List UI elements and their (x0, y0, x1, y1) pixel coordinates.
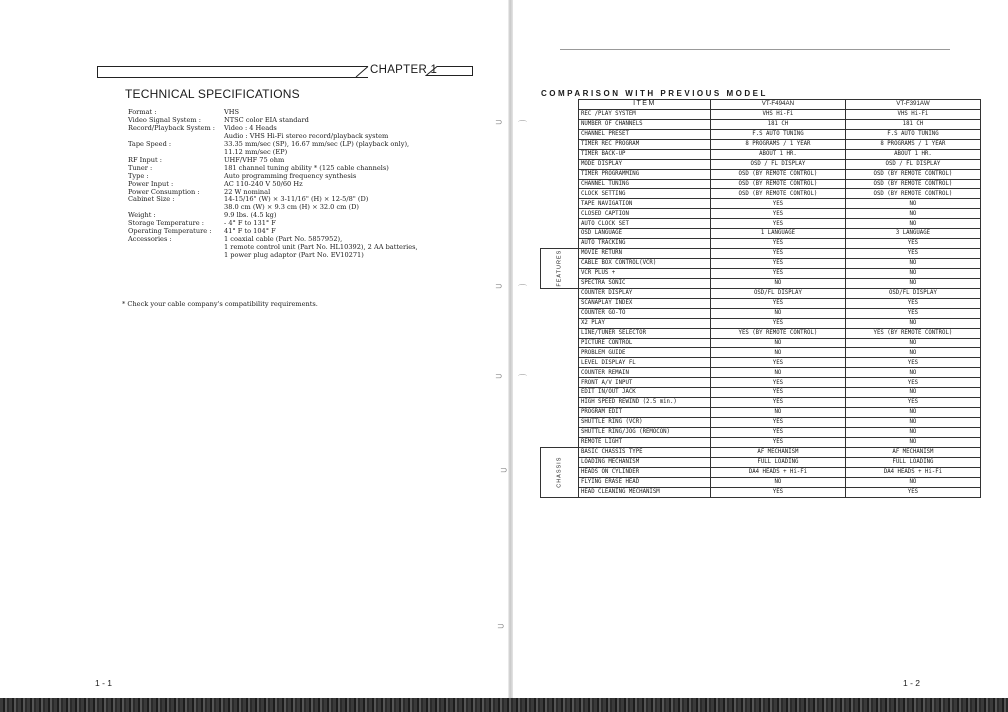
side-blank-cell (541, 348, 579, 358)
comparison-model-a-cell: NO (710, 408, 845, 418)
spec-label: Video Signal System : (128, 115, 201, 124)
binder-hole-mark: ⊃ (495, 372, 503, 382)
comparison-row (541, 239, 981, 249)
side-blank-cell (541, 308, 579, 318)
side-blank-cell (541, 368, 579, 378)
comparison-model-b-cell: YES (845, 298, 980, 308)
comparison-row (541, 368, 981, 378)
comparison-row (541, 219, 981, 229)
comparison-row (541, 159, 981, 169)
spec-label: Weight : (128, 211, 156, 220)
comparison-row (541, 139, 981, 149)
specs-list (128, 109, 488, 260)
comparison-model-a-cell: YES (710, 378, 845, 388)
comparison-row (541, 348, 981, 358)
comparison-item-cell: SPECTRA SONIC (578, 278, 710, 288)
comparison-item-cell: FRONT A/V INPUT (578, 378, 710, 388)
comparison-model-b-cell: NO (845, 278, 980, 288)
comparison-model-b-cell: ABOUT 1 HR. (845, 149, 980, 159)
comparison-item-cell: HIGH SPEED REWIND (2.5 min.) (578, 398, 710, 408)
spec-value: AC 110-240 V 50/60 Hz (224, 179, 303, 188)
spec-value: 33.35 mm/sec (SP), 16.67 mm/sec (LP) (playback only), (224, 139, 410, 148)
side-blank-cell (541, 179, 579, 189)
comparison-model-b-cell: YES (BY REMOTE CONTROL) (845, 328, 980, 338)
comparison-item-cell: LINE/TUNER SELECTOR (578, 328, 710, 338)
spec-label: Cabinet Size : (128, 195, 175, 204)
comparison-model-a-cell: NO (710, 308, 845, 318)
spec-row (128, 141, 488, 157)
spec-value: Audio : VHS Hi-Fi stereo record/playback system (224, 131, 389, 140)
comparison-item-cell: REMOTE LIGHT (578, 437, 710, 447)
comparison-model-b-cell: 181 CH (845, 119, 980, 129)
spec-row (128, 125, 488, 141)
comparison-item-cell: SHUTTLE RING (VCR) (578, 418, 710, 428)
comparison-row (541, 179, 981, 189)
comparison-row (541, 398, 981, 408)
comparison-item-cell: X2 PLAY (578, 318, 710, 328)
side-blank-cell (541, 129, 579, 139)
comparison-header-row (541, 100, 981, 110)
comparison-item-cell: CLOCK SETTING (578, 189, 710, 199)
binding-spine (508, 0, 513, 712)
comparison-row (541, 318, 981, 328)
top-scan-rule (560, 49, 950, 50)
comparison-model-a-cell: NO (710, 348, 845, 358)
comparison-row (541, 268, 981, 278)
comparison-model-b-cell: NO (845, 427, 980, 437)
comparison-model-b-cell: NO (845, 268, 980, 278)
comparison-row (541, 378, 981, 388)
page-number-left: 1 - 1 (95, 678, 113, 688)
side-blank-cell (541, 169, 579, 179)
comparison-model-a-cell: 8 PROGRAMS / 1 YEAR (710, 139, 845, 149)
comparison-item-cell: HEADS ON CYLINDER (578, 467, 710, 477)
comparison-model-a-cell: YES (710, 259, 845, 269)
spec-values (224, 125, 488, 141)
comparison-row (541, 308, 981, 318)
comparison-model-b-cell: NO (845, 219, 980, 229)
side-label-features-text: FEATURES (556, 249, 563, 287)
comparison-model-b-cell: YES (845, 378, 980, 388)
comparison-row (541, 298, 981, 308)
comparison-model-a-cell: YES (710, 298, 845, 308)
comparison-model-a-cell: OSD (BY REMOTE CONTROL) (710, 169, 845, 179)
side-blank-cell (541, 159, 579, 169)
spec-label: Accessories : (128, 235, 172, 244)
comparison-model-b-cell: NO (845, 209, 980, 219)
spec-value: 41° F to 104° F (224, 227, 276, 236)
comparison-item-cell: TIMER PROGRAMMING (578, 169, 710, 179)
comparison-row (541, 119, 981, 129)
side-label-chassis (541, 447, 579, 497)
comparison-model-b-cell: AF MECHANISM (845, 447, 980, 457)
comparison-model-a-cell: YES (710, 318, 845, 328)
spec-label: Type : (128, 171, 149, 180)
comparison-model-b-cell: 8 PROGRAMS / 1 YEAR (845, 139, 980, 149)
side-blank-cell (541, 437, 579, 447)
comparison-item-cell: HEAD CLEANING MECHANISM (578, 487, 710, 497)
comparison-item-cell: LEVEL DISPLAY FL (578, 358, 710, 368)
side-blank-cell (541, 139, 579, 149)
spec-row (128, 236, 488, 260)
side-blank-cell (541, 209, 579, 219)
side-blank-cell (541, 189, 579, 199)
comparison-item-cell: LOADING MECHANISM (578, 457, 710, 467)
comparison-model-b-cell: NO (845, 259, 980, 269)
comparison-item-cell: EDIT IN/OUT JACK (578, 388, 710, 398)
comparison-item-cell: CABLE BOX CONTROL(VCR) (578, 259, 710, 269)
comparison-item-cell: MOVIE RETURN (578, 249, 710, 259)
comparison-model-b-cell: NO (845, 477, 980, 487)
side-blank-cell (541, 318, 579, 328)
side-blank-cell (541, 288, 579, 298)
binder-hole-mark: ⊃ (500, 466, 508, 476)
comparison-item-cell: CLOSED CAPTION (578, 209, 710, 219)
spec-label: Record/Playback System : (128, 123, 216, 132)
binder-hole-mark: ⊃ (497, 622, 505, 632)
comparison-row (541, 189, 981, 199)
page-number-right: 1 - 2 (903, 678, 921, 688)
comparison-item-cell: TAPE NAVIGATION (578, 199, 710, 209)
comparison-model-b-cell: 3 LANGUAGE (845, 229, 980, 239)
specs-footnote: * Check your cable company's compatibility requirements. (122, 300, 318, 308)
comparison-model-b-cell: VHS Hi-Fi (845, 109, 980, 119)
side-blank-cell (541, 109, 579, 119)
comparison-model-b-cell: OSD (BY REMOTE CONTROL) (845, 189, 980, 199)
comparison-item-cell: BASIC CHASSIS TYPE (578, 447, 710, 457)
comparison-model-a-cell: YES (710, 268, 845, 278)
comparison-model-a-cell: 181 CH (710, 119, 845, 129)
comparison-title: COMPARISON WITH PREVIOUS MODEL (541, 89, 768, 98)
comparison-row (541, 447, 981, 457)
spec-value: Video : 4 Heads (224, 123, 277, 132)
side-blank-cell (541, 219, 579, 229)
comparison-row (541, 408, 981, 418)
chapter-banner-tail (425, 66, 473, 76)
comparison-model-b-cell: NO (845, 348, 980, 358)
comparison-item-cell: AUTO TRACKING (578, 239, 710, 249)
chapter-label: CHAPTER 1 (370, 64, 438, 76)
comparison-item-cell: TIMER REC PROGRAM (578, 139, 710, 149)
binder-hole-mark: ⌒ (518, 285, 528, 295)
comparison-item-cell: SHUTTLE RING/JOG (REMOCON) (578, 427, 710, 437)
spec-value: 38.0 cm (W) × 9.3 cm (H) × 32.0 cm (D) (224, 203, 359, 212)
comparison-item-cell: PROBLEM GUIDE (578, 348, 710, 358)
comparison-model-a-cell: NO (710, 278, 845, 288)
comparison-item-cell: TIMER BACK-UP (578, 149, 710, 159)
comparison-item-cell: FLYING ERASE HEAD (578, 477, 710, 487)
side-blank-cell (541, 328, 579, 338)
side-label-chassis-text: CHASSIS (556, 456, 563, 488)
comparison-model-b-cell: NO (845, 338, 980, 348)
comparison-model-b-cell: NO (845, 437, 980, 447)
comparison-model-b-cell: YES (845, 239, 980, 249)
comparison-model-b-cell: NO (845, 368, 980, 378)
comparison-row (541, 209, 981, 219)
comparison-row (541, 249, 981, 259)
spec-label: Tape Speed : (128, 139, 172, 148)
side-blank-cell (541, 338, 579, 348)
spec-value: 22 W nominal (224, 187, 271, 196)
comparison-model-a-cell: YES (710, 418, 845, 428)
comparison-item-cell: SCANAPLAY INDEX (578, 298, 710, 308)
comparison-model-b-cell: NO (845, 388, 980, 398)
spec-value: 1 coaxial cable (Part No. 5857952), (224, 235, 343, 244)
comparison-row (541, 338, 981, 348)
comparison-model-b-cell: DA4 HEADS + Hi-Fi (845, 467, 980, 477)
comparison-model-a-cell: YES (710, 437, 845, 447)
comparison-model-a-cell: NO (710, 477, 845, 487)
side-blank-cell (541, 119, 579, 129)
comparison-row (541, 149, 981, 159)
comparison-model-b-cell: OSD (BY REMOTE CONTROL) (845, 179, 980, 189)
chapter-banner-slash (355, 66, 369, 78)
header-model-a: VT-F494AN (710, 100, 845, 110)
comparison-row (541, 467, 981, 477)
comparison-row (541, 288, 981, 298)
comparison-table (540, 99, 981, 498)
chapter-banner-frame (97, 66, 368, 78)
comparison-model-a-cell: ABOUT 1 HR. (710, 149, 845, 159)
comparison-model-a-cell: FULL LOADING (710, 457, 845, 467)
header-item: ITEM (578, 100, 710, 110)
comparison-item-cell: PROGRAM EDIT (578, 408, 710, 418)
spec-row (128, 173, 488, 181)
spec-values (224, 141, 488, 157)
spec-value: 11.12 mm/sec (EP) (224, 147, 288, 156)
spec-label: RF Input : (128, 155, 162, 164)
comparison-row (541, 109, 981, 119)
comparison-model-a-cell: OSD (BY REMOTE CONTROL) (710, 179, 845, 189)
comparison-row (541, 229, 981, 239)
comparison-model-a-cell: F.S AUTO TUNING (710, 129, 845, 139)
spec-value: NTSC color EIA standard (224, 115, 309, 124)
spec-value: 1 power plug adaptor (Part No. EV10271) (224, 251, 364, 260)
comparison-item-cell: CHANNEL PRESET (578, 129, 710, 139)
comparison-model-b-cell: NO (845, 408, 980, 418)
specs-title: TECHNICAL SPECIFICATIONS (125, 87, 300, 101)
side-blank-cell (541, 358, 579, 368)
comparison-model-a-cell: YES (710, 239, 845, 249)
comparison-item-cell: COUNTER REMAIN (578, 368, 710, 378)
binder-hole-mark: ⊃ (495, 282, 503, 292)
comparison-model-b-cell: YES (845, 358, 980, 368)
comparison-row (541, 259, 981, 269)
comparison-item-cell: PICTURE CONTROL (578, 338, 710, 348)
header-model-b: VT-F391AW (845, 100, 980, 110)
comparison-model-a-cell: YES (710, 209, 845, 219)
comparison-model-a-cell: YES (BY REMOTE CONTROL) (710, 328, 845, 338)
spec-value: UHF/VHF 75 ohm (224, 155, 285, 164)
comparison-row (541, 199, 981, 209)
comparison-model-a-cell: VHS Hi-Fi (710, 109, 845, 119)
side-blank-cell (541, 427, 579, 437)
binder-hole-mark: ⌒ (518, 121, 528, 131)
comparison-model-a-cell: YES (710, 199, 845, 209)
scan-edge-strip (0, 698, 1008, 712)
comparison-model-a-cell: YES (710, 358, 845, 368)
comparison-item-cell: OSD LANGUAGE (578, 229, 710, 239)
spec-value: - 4° F to 131° F (224, 219, 276, 228)
spec-label: Operating Temperature : (128, 227, 212, 236)
comparison-model-b-cell: OSD / FL DISPLAY (845, 159, 980, 169)
comparison-row (541, 457, 981, 467)
binder-hole-mark: ⊃ (495, 118, 503, 128)
comparison-row (541, 487, 981, 497)
side-blank-cell (541, 239, 579, 249)
comparison-item-cell: AUTO CLOCK SET (578, 219, 710, 229)
comparison-model-a-cell: 1 LANGUAGE (710, 229, 845, 239)
side-label-features (541, 249, 579, 289)
comparison-model-a-cell: OSD/FL DISPLAY (710, 288, 845, 298)
comparison-model-a-cell: DA4 HEADS + Hi-Fi (710, 467, 845, 477)
comparison-row (541, 328, 981, 338)
binder-hole-mark: ⌒ (518, 375, 528, 385)
comparison-model-a-cell: YES (710, 219, 845, 229)
comparison-model-b-cell: F.S AUTO TUNING (845, 129, 980, 139)
spec-value: 181 channel tuning ability * (125 cable channels) (224, 163, 389, 172)
comparison-row (541, 278, 981, 288)
comparison-item-cell: COUNTER GO-TO (578, 308, 710, 318)
comparison-model-b-cell: NO (845, 418, 980, 428)
comparison-model-b-cell: NO (845, 199, 980, 209)
comparison-model-b-cell: OSD (BY REMOTE CONTROL) (845, 169, 980, 179)
comparison-item-cell: MODE DISPLAY (578, 159, 710, 169)
comparison-item-cell: REC /PLAY SYSTEM (578, 109, 710, 119)
comparison-model-a-cell: OSD / FL DISPLAY (710, 159, 845, 169)
comparison-model-a-cell: YES (710, 487, 845, 497)
comparison-item-cell: COUNTER DISPLAY (578, 288, 710, 298)
comparison-model-b-cell: OSD/FL DISPLAY (845, 288, 980, 298)
comparison-model-a-cell: OSD (BY REMOTE CONTROL) (710, 189, 845, 199)
comparison-model-b-cell: YES (845, 398, 980, 408)
spec-label: Tuner : (128, 163, 153, 172)
spec-value: 9.9 lbs. (4.5 kg) (224, 211, 277, 220)
comparison-model-a-cell: YES (710, 398, 845, 408)
comparison-row (541, 358, 981, 368)
comparison-model-a-cell: NO (710, 338, 845, 348)
side-blank-cell (541, 149, 579, 159)
comparison-model-a-cell: YES (710, 249, 845, 259)
comparison-model-b-cell: YES (845, 487, 980, 497)
comparison-row (541, 477, 981, 487)
comparison-model-a-cell: YES (710, 427, 845, 437)
spec-value: 1 remote control unit (Part No. HL10392), 2 AA batteries, (224, 243, 418, 252)
spec-value: VHS (224, 108, 240, 116)
spec-label: Power Consumption : (128, 187, 200, 196)
spec-values (224, 196, 488, 212)
comparison-model-b-cell: YES (845, 249, 980, 259)
comparison-row (541, 388, 981, 398)
spec-label: Format : (128, 108, 157, 116)
spec-label: Power Input : (128, 179, 174, 188)
side-blank-cell (541, 298, 579, 308)
comparison-model-b-cell: NO (845, 318, 980, 328)
comparison-model-a-cell: AF MECHANISM (710, 447, 845, 457)
comparison-model-a-cell: YES (710, 388, 845, 398)
side-blank-cell (541, 398, 579, 408)
side-blank-cell (541, 199, 579, 209)
comparison-model-a-cell: NO (710, 368, 845, 378)
comparison-row (541, 427, 981, 437)
spec-row (128, 196, 488, 212)
side-blank-cell (541, 418, 579, 428)
comparison-row (541, 418, 981, 428)
comparison-item-cell: CHANNEL TUNING (578, 179, 710, 189)
comparison-model-b-cell: FULL LOADING (845, 457, 980, 467)
spec-label: Storage Temperature : (128, 219, 204, 228)
comparison-model-b-cell: YES (845, 308, 980, 318)
side-blank-cell (541, 378, 579, 388)
comparison-row (541, 169, 981, 179)
side-blank-cell (541, 229, 579, 239)
spec-values (224, 236, 488, 260)
side-header-blank (541, 100, 579, 110)
side-blank-cell (541, 408, 579, 418)
comparison-item-cell: NUMBER OF CHANNELS (578, 119, 710, 129)
spec-value: Auto programming frequency synthesis (224, 171, 357, 180)
comparison-item-cell: VCR PLUS + (578, 268, 710, 278)
side-blank-cell (541, 388, 579, 398)
comparison-row (541, 437, 981, 447)
comparison-row (541, 129, 981, 139)
spec-value: 14-15/16" (W) × 3-11/16" (H) × 12-5/8" (D) (224, 195, 369, 204)
